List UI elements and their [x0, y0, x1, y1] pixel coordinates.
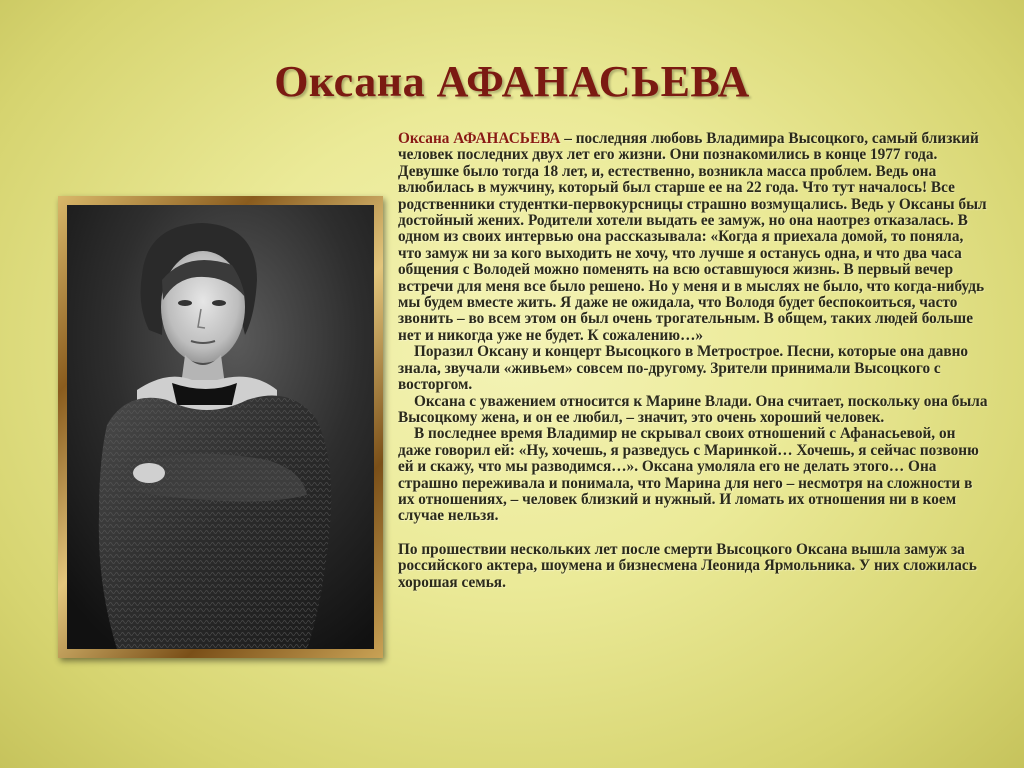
biography-text	[398, 131, 990, 591]
paragraph-later-life: По прошествии нескольких лет после смерти Высоцкого Оксана вышла замуж за российского актера, шоумена и бизнесмена Леонида Ярмольника. У них сложилась хорошая семья.	[398, 540, 977, 591]
paragraph-intro-text: – последняя любовь Владимира Высоцкого, самый близкий человек последних двух лет его жизни. Они познакомились в конце 1977 года. Девушке было тогда 18 лет, и, естественно, возникла масса проблем. Ведь она влюбилась в мужчину, который был старше ее на 22 года. Что тут началось! Все родственники студентки-первокурсницы страшно возмущались. Ведь у Оксаны был достойный жених. Родители хотели выдать ее замуж, но она наотрез отказалась. В одном из своих интервью она рассказывала: «Когда я приехала домой, то поняла, что замуж ни за кого выходить не хочу, что лучше я останусь одна, и что два часа общения с Володей можно поменять на всю оставшуюся жизнь. В первый вечер встречи для меня все было решено. Но у меня и в мыслях не было, что когда-нибудь мы будем вместе жить. Я даже не ожидала, что Володя будет беспокоиться, часто звонить – во всем этом он был очень трогательным. В общем, таких людей больше нет и никогда уже не будет. К сожалению…»	[398, 130, 987, 344]
paragraph-relationship: В последнее время Владимир не скрывал своих отношений с Афанасьевой, он даже говорил ей: «Ну, хочешь, я разведусь с Маринкой… Хочешь, я сейчас позвоню ей и скажу, что мы разводимся…». Оксана умоляла его не делать этого… Она страшно переживала и понимала, что Марина для него – несмотря на сложности в их отношениях, – человек близкий и нужный. И ломать их отношения ни в коем случае нельзя.	[398, 425, 979, 525]
paragraph-marina-vladi: Оксана с уважением относится к Марине Влади. Она считает, поскольку она была Высоцкому жена, и он ее любил, – значит, это очень хороший человек.	[398, 392, 988, 426]
paragraph-concert: Поразил Оксану и концерт Высоцкого в Метрострое. Песни, которые она давно знала, звучали «живьем» совсем по-другому. Зрители принимали Высоцкого с восторгом.	[398, 343, 969, 394]
highlighted-name: Оксана АФАНАСЬЕВА	[398, 130, 561, 147]
paragraph-intro	[398, 131, 990, 344]
portrait-photo	[67, 205, 374, 649]
slide-title: Оксана АФАНАСЬЕВА	[274, 57, 750, 106]
portrait-illustration	[67, 205, 374, 649]
portrait-frame	[58, 196, 383, 658]
